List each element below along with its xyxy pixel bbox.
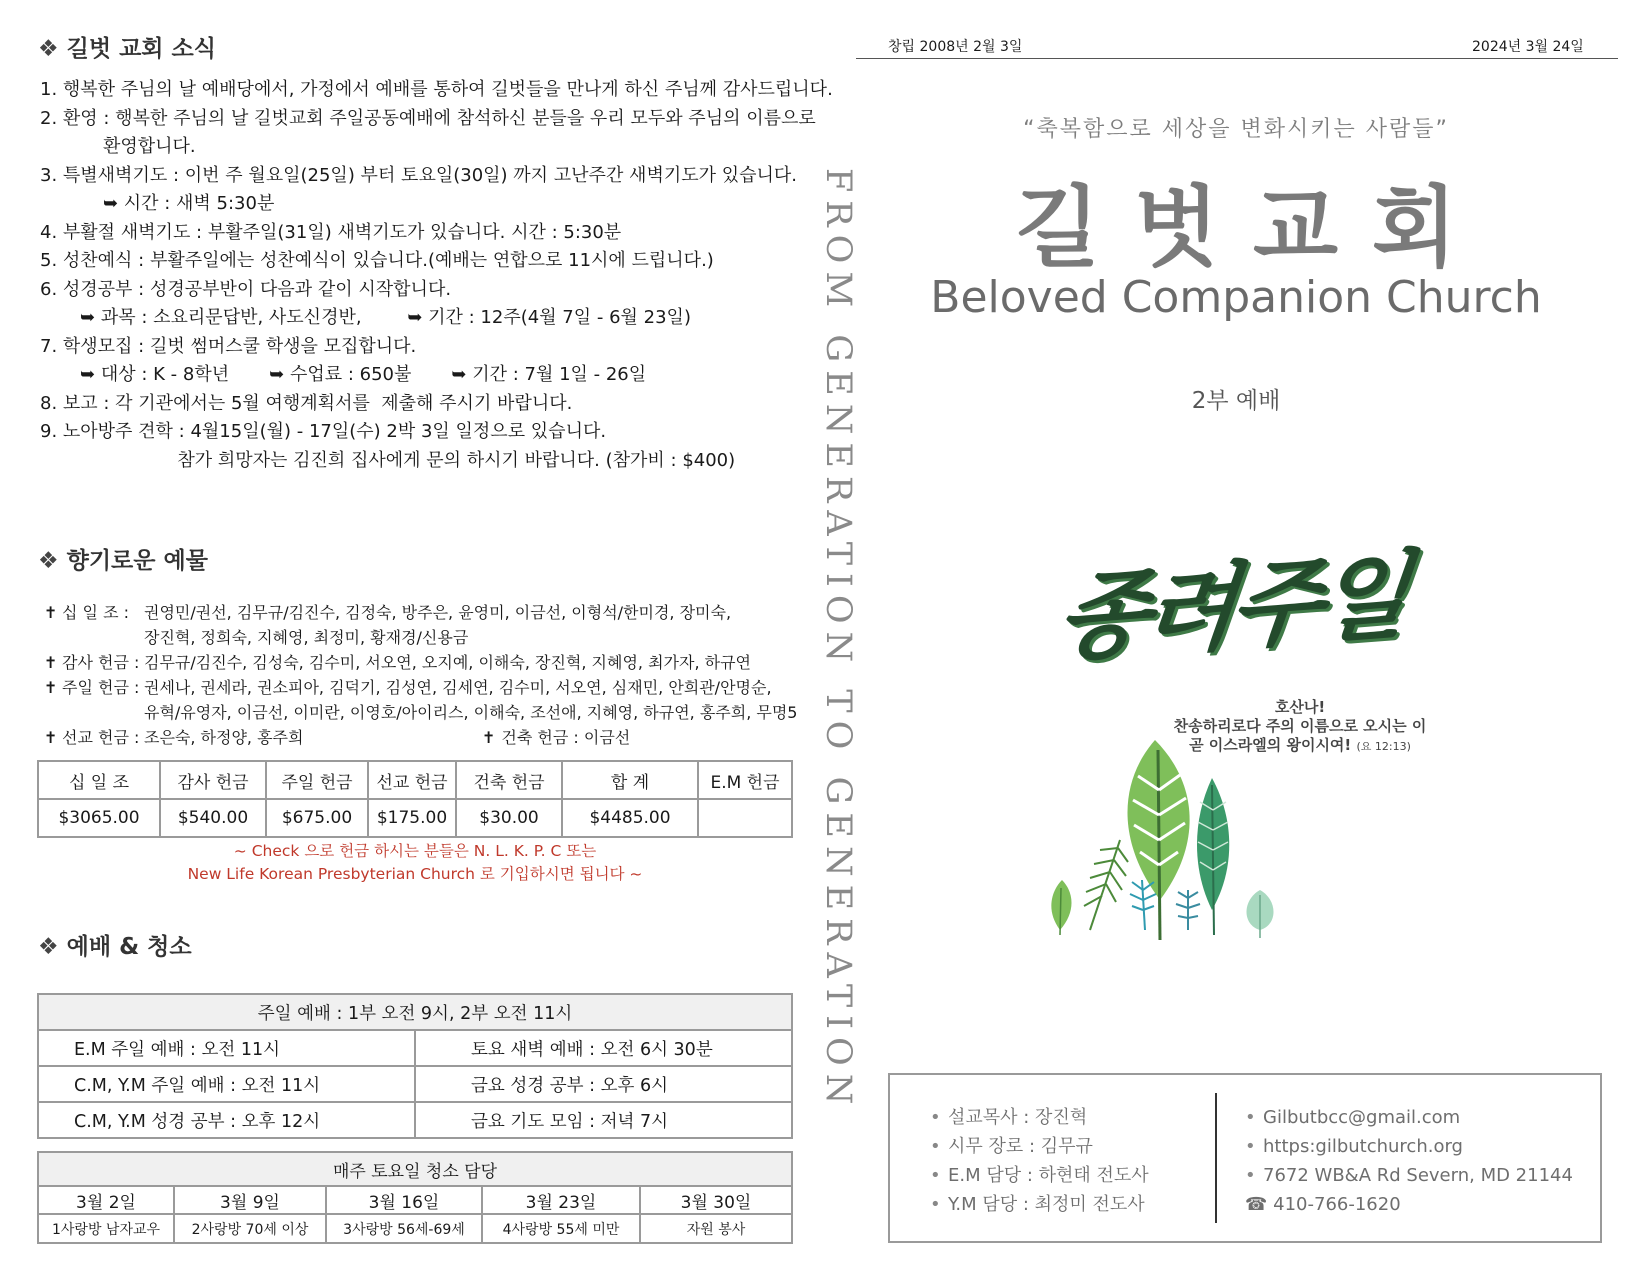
founded-date: 창립 2008년 2월 3일 [888, 39, 1023, 55]
church-name: 길벗교회 [1014, 176, 1492, 279]
diamond-icon: ❖ [38, 548, 59, 574]
cross-icon: ✝ [482, 728, 496, 747]
offering-table [37, 760, 793, 838]
worship-table [37, 993, 793, 1139]
sunday-names-cont: 유혁/유영자, 이금선, 이미란, 이영호/아이리스, 이해숙, 조선애, 지혜영, 하규연, 홍주희, 무명5 [144, 703, 798, 722]
church-english-name: Beloved Companion Church [930, 272, 1542, 323]
table-row [38, 761, 792, 799]
offering-section-title: ❖ 향기로운 예물 [38, 548, 208, 574]
table-row [38, 1102, 792, 1138]
tithe-names-cont: 장진혁, 정희숙, 지혜영, 최정미, 황재경/신용금 [144, 628, 469, 647]
tithe-label: 십 일 조 : [62, 603, 130, 622]
cleaning-date-cell: 3월 9일 [174, 1186, 326, 1214]
offer-header-cell: 주일 헌금 [266, 761, 368, 799]
offer-header-cell: 건축 헌금 [456, 761, 562, 799]
news-line: ➥ 대상 : K - 8학년 ➥ 수업료 : 650불 ➥ 기간 : 7월 1일 - 26일 [40, 364, 647, 385]
diamond-icon: ❖ [38, 934, 59, 960]
cross-icon: ✝ [44, 653, 58, 672]
cleaning-group-cell: 4사랑방 55세 미만 [482, 1214, 640, 1243]
news-line: 참가 희망자는 김진희 집사에게 문의 하시기 바랍니다. (참가비 : $400) [40, 449, 736, 471]
table-row [38, 1186, 792, 1214]
table-row [38, 994, 792, 1030]
news-line: 6. 성경공부 : 성경공부반이 다음과 같이 시작합니다. [40, 278, 452, 300]
table-row [38, 1066, 792, 1102]
offer-header-cell: 십 일 조 [38, 761, 160, 799]
list-item: • E.M 담당 : 하현태 전도사 [930, 1165, 1149, 1186]
table-row [38, 1030, 792, 1066]
news-line: 5. 성찬예식 : 부활주일에는 성찬예식이 있습니다.(예배는 연합으로 11시에 드립니다.) [40, 250, 714, 271]
news-list [40, 76, 833, 475]
spine-text: FROM GENERATION TO GENERATION [818, 168, 858, 1113]
worship-header: 주일 예배 : 1부 오전 9시, 2부 오전 11시 [38, 994, 792, 1030]
cleaning-date-cell: 3월 2일 [38, 1186, 174, 1214]
address-text: • 7672 WB&A Rd Severn, MD 21144 [1245, 1165, 1573, 1186]
cleaning-date-cell: 3월 23일 [482, 1186, 640, 1214]
leaf-icon [1247, 890, 1274, 938]
list-item: • Y.M 담당 : 최정미 전도사 [930, 1194, 1145, 1215]
contact-box [888, 1073, 1602, 1243]
fern-icon [1176, 890, 1200, 930]
worship-section-title: ❖ 예배 & 청소 [38, 934, 192, 960]
offer-value-cell: $30.00 [456, 799, 562, 837]
table-row [38, 1214, 792, 1243]
list-item: • 설교목사 : 장진혁 [930, 1107, 1088, 1128]
sunday-label: 주일 헌금 : [62, 678, 140, 697]
offer-header-cell: E.M 헌금 [698, 761, 792, 799]
leaf-icon [1128, 740, 1190, 940]
header-rule [856, 58, 1618, 59]
table-row [38, 1152, 792, 1186]
cleaning-header: 매주 토요일 청소 담당 [38, 1152, 792, 1186]
news-line: ➥ 과목 : 소요리문답반, 사도신경반, ➥ 기간 : 12주(4월 7일 - 6월 23일) [40, 307, 691, 328]
tithe-names: 권영민/권선, 김무규/김진수, 김정숙, 방주은, 윤영미, 이금선, 이형석/한미경, 장미숙, [144, 603, 732, 622]
news-line: 8. 보고 : 각 기관에서는 5월 여행계획서를 제출해 주시기 바랍니다. [40, 392, 573, 414]
worship-cell: 토요 새벽 예배 : 오전 6시 30분 [415, 1030, 792, 1066]
offer-value-cell: $540.00 [160, 799, 266, 837]
cross-icon: ✝ [44, 603, 58, 622]
worship-cell: E.M 주일 예배 : 오전 11시 [38, 1030, 415, 1066]
sunday-names: 권세나, 권세라, 권소피아, 김덕기, 김성연, 김세연, 김수미, 서오연, 심재민, 안희관/안명순, [144, 678, 772, 697]
leaf-icon [1197, 778, 1229, 935]
leaves-illustration [1030, 730, 1290, 940]
offer-header-cell: 감사 헌금 [160, 761, 266, 799]
contact-list [1245, 1103, 1573, 1219]
fern-icon [1084, 840, 1128, 930]
news-line: ➥ 시간 : 새벽 5:30분 [40, 193, 275, 214]
offer-header-cell: 합 계 [562, 761, 698, 799]
news-line: 환영합니다. [40, 136, 196, 157]
bulletin-date: 2024년 3월 24일 [1472, 39, 1584, 55]
cross-icon: ✝ [44, 728, 58, 747]
table-row [38, 799, 792, 837]
cleaning-group-cell: 3사랑방 56세-69세 [326, 1214, 482, 1243]
news-section-title: ❖ 길벗 교회 소식 [38, 36, 216, 62]
email-link[interactable]: • Gilbutbcc@gmail.com [1245, 1107, 1461, 1128]
diamond-icon: ❖ [38, 36, 59, 62]
cleaning-date-cell: 3월 30일 [640, 1186, 792, 1214]
verse-block: 호산나! 찬송하리로다 주의 이름으로 오시는 이 곧 이스라엘의 왕이시여! (요 12:13) [1173, 698, 1427, 754]
mission-label: 선교 헌금 : [62, 728, 140, 747]
offer-value-cell: $675.00 [266, 799, 368, 837]
cleaning-group-cell: 1사랑방 남자교우 [38, 1214, 174, 1243]
offer-value-cell: $175.00 [368, 799, 456, 837]
website-link[interactable]: • https:gilbutchurch.org [1245, 1136, 1463, 1157]
worship-cell: 금요 기도 모임 : 저녁 7시 [415, 1102, 792, 1138]
cleaning-date-cell: 3월 16일 [326, 1186, 482, 1214]
news-line: 4. 부활절 새벽기도 : 부활주일(31일) 새벽기도가 있습니다. 시간 : 5:30분 [40, 221, 622, 243]
mission-names: 조은숙, 하정양, 홍주희 [144, 728, 304, 747]
news-line: 1. 행복한 주님의 날 예배당에서, 가정에서 예배를 통하여 길벗들을 만나게 하신 주님께 감사드립니다. [40, 79, 833, 100]
offering-list [44, 600, 804, 750]
leaf-icon [1051, 880, 1071, 935]
thanks-label: 감사 헌금 : [62, 653, 140, 672]
worship-cell: C.M, Y.M 주일 예배 : 오전 11시 [38, 1066, 415, 1102]
cleaning-group-cell: 자원 봉사 [640, 1214, 792, 1243]
cleaning-group-cell: 2사랑방 70세 이상 [174, 1214, 326, 1243]
news-line: 2. 환영 : 행복한 주님의 날 길벗교회 주일공동예배에 참석하신 분들을 우리 모두와 주님의 이름으로 [40, 107, 816, 129]
church-motto: “축복함으로 세상을 변화시키는 사람들” [1023, 117, 1449, 142]
cross-icon: ✝ [44, 678, 58, 697]
phone-text: ☎ 410-766-1620 [1245, 1194, 1401, 1215]
news-line: 7. 학생모집 : 길벗 썸머스쿨 학생을 모집합니다. [40, 335, 417, 357]
cleaning-table [37, 1151, 793, 1244]
offer-header-cell: 선교 헌금 [368, 761, 456, 799]
news-line: 9. 노아방주 견학 : 4월15일(월) - 17일(수) 2박 3일 일정으로 있습니다. [40, 421, 607, 442]
offer-value-cell [698, 799, 792, 837]
staff-list [930, 1103, 1149, 1219]
service-label: 2부 예배 [1191, 388, 1281, 414]
column-divider [1215, 1093, 1217, 1223]
building-offering: ✝ 건축 헌금 : 이금선 [482, 728, 631, 747]
check-notice: ~ Check 으로 헌금 하시는 분들은 N. L. K. P. C 또는 New Life Korean Presbyterian Church 로 기입하시면 됩니다 ~ [187, 842, 643, 883]
worship-cell: C.M, Y.M 성경 공부 : 오후 12시 [38, 1102, 415, 1138]
offer-value-cell: $3065.00 [38, 799, 160, 837]
thanks-names: 김무규/김진수, 김성숙, 김수미, 서오연, 오지예, 이해숙, 장진혁, 지혜영, 최가자, 하규연 [144, 653, 751, 672]
palm-sunday-title: 종려주일 [1051, 540, 1410, 675]
news-line: 3. 특별새벽기도 : 이번 주 월요일(25일) 부터 토요일(30일) 까지 고난주간 새벽기도가 있습니다. [40, 164, 797, 186]
list-item: • 시무 장로 : 김무규 [930, 1136, 1093, 1157]
offer-value-cell: $4485.00 [562, 799, 698, 837]
worship-cell: 금요 성경 공부 : 오후 6시 [415, 1066, 792, 1102]
